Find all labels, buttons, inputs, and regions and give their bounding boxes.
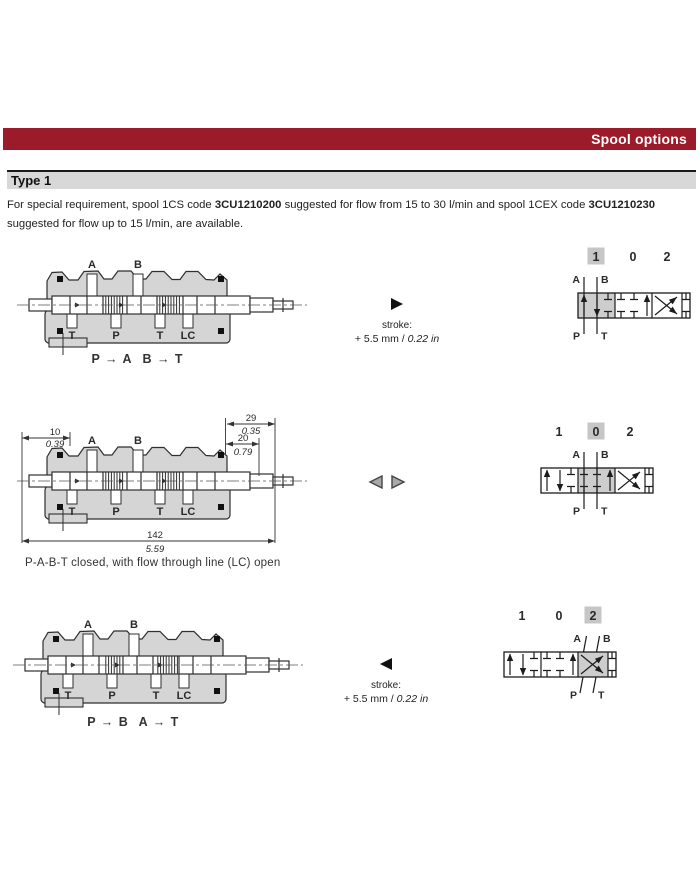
flow-caption-right: B → T [142, 352, 184, 366]
position-number-0: 0 [629, 250, 637, 264]
position-number-1: 1 [555, 425, 563, 439]
port-label-a: A [88, 259, 96, 271]
stroke-value-in: 0.22 in [407, 333, 440, 345]
port-label-t1: T [64, 690, 72, 702]
spool-code-1: 3CU1210200 [214, 199, 282, 211]
port-label-p: P [112, 506, 120, 518]
position-number-1: 1 [592, 250, 600, 264]
stroke-value [326, 693, 446, 705]
symbol-port-a: A [573, 633, 581, 645]
flow-caption-left: P → A [91, 352, 133, 366]
port-label-a: A [88, 435, 96, 447]
arrow-left-outline-icon [368, 474, 384, 490]
intro-paragraph [7, 196, 695, 234]
stroke-value-mm: + 5.5 mm / [343, 693, 397, 705]
section-title: Type 1 [11, 173, 52, 188]
intro-text: suggested for flow up to 15 l/min, are available. [7, 218, 244, 230]
port-label-t1: T [68, 506, 76, 518]
port-label-a: A [84, 619, 92, 631]
valve-symbol-2 [495, 602, 700, 702]
position-number-1: 1 [518, 609, 526, 623]
position-number-0: 0 [555, 609, 563, 623]
spool-cross-section-1 [15, 258, 310, 370]
section-title-bar [7, 170, 696, 189]
dim-29-in: 0.35 [241, 426, 261, 437]
dim-142-in: 5.59 [145, 544, 165, 555]
intro-text: For special requirement, spool 1CS code [7, 199, 215, 211]
port-label-t2: T [156, 330, 164, 342]
stroke-value-mm: + 5.5 mm / [354, 333, 408, 345]
flow-caption-left: P → B [87, 715, 129, 729]
stroke-value [337, 333, 457, 345]
arrow-right-icon [390, 298, 404, 310]
stroke-label: stroke: [381, 320, 412, 331]
port-label-b: B [130, 619, 138, 631]
symbol-port-a: A [572, 274, 580, 286]
dim-20-mm: 20 [237, 433, 249, 444]
arrow-right-outline-icon [390, 474, 406, 490]
symbol-port-t: T [601, 505, 608, 518]
intro-text: suggested for flow from 15 to 30 l/min and spool 1CEX code [281, 199, 589, 211]
stroke-indicator-1 [337, 297, 457, 345]
dim-10-in: 0.39 [45, 439, 65, 450]
position-number-2: 2 [589, 609, 597, 623]
port-label-b: B [134, 259, 142, 271]
port-label-p: P [112, 330, 120, 342]
symbol-port-t: T [601, 330, 608, 343]
port-label-t1: T [68, 330, 76, 342]
seal-square [57, 276, 63, 282]
dim-10-mm: 10 [49, 427, 61, 438]
spool-code-2: 3CU1210230 [588, 199, 656, 211]
seal-square [218, 276, 224, 282]
symbol-port-p: P [572, 505, 580, 518]
symbol-port-b: B [601, 274, 609, 286]
seal-square [57, 328, 63, 334]
seal-square [218, 328, 224, 334]
dim-20-in: 0.79 [233, 447, 253, 458]
port-label-lc: LC [176, 690, 192, 702]
valve-symbol-1 [495, 243, 700, 343]
position-number-2: 2 [626, 425, 634, 439]
stroke-indicator-2 [326, 657, 446, 705]
stroke-value-in: 0.22 in [396, 693, 429, 705]
stroke-indicator-0 [368, 474, 414, 490]
symbol-port-p: P [569, 689, 577, 702]
port-label-lc: LC [180, 506, 196, 518]
dim-142-mm: 142 [147, 530, 163, 541]
spool-cross-section-0 [15, 408, 310, 573]
port-label-t2: T [156, 506, 164, 518]
port-label-p: P [108, 690, 116, 702]
symbol-port-b: B [601, 449, 609, 461]
symbol-port-b: B [603, 633, 611, 645]
stroke-label: stroke: [370, 680, 401, 691]
position-number-2: 2 [663, 250, 671, 264]
dim-29-mm: 29 [245, 413, 257, 424]
symbol-port-p: P [572, 330, 580, 343]
port-label-b: B [134, 435, 142, 447]
valve-symbol-0 [495, 418, 700, 518]
spool-options-header-bar [3, 128, 696, 150]
symbol-port-a: A [572, 449, 580, 461]
symbol-port-t: T [598, 689, 605, 702]
flow-caption-right: A → T [138, 715, 180, 729]
page-title: Spool options [591, 131, 687, 147]
port-label-lc: LC [180, 330, 196, 342]
arrow-left-icon [379, 658, 393, 670]
position-number-0: 0 [592, 425, 600, 439]
flow-caption: P-A-B-T closed, with flow through line (LC) open [25, 557, 281, 569]
spool-cross-section-2 [11, 618, 306, 733]
port-label-t2: T [152, 690, 160, 702]
